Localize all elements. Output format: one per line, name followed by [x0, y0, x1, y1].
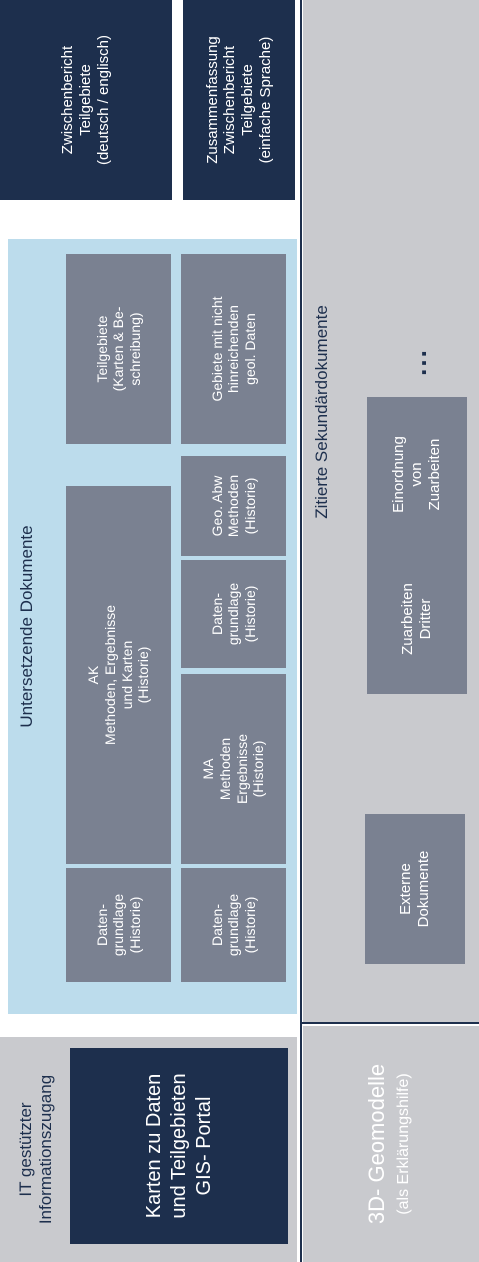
third-party-contributions-box: Zuarbeiten Dritter: [367, 544, 467, 694]
geomodel-panel: [303, 1026, 479, 1262]
horizontal-divider: [300, 0, 302, 1262]
it-access-heading: IT gestützter Informationszugang: [16, 1074, 56, 1225]
geo-abw-methods-box: Geo. Abw Methoden (Historie): [181, 456, 286, 556]
underlying-documents-heading: Untersetzende Dokumente: [17, 525, 36, 728]
more-items-ellipsis: ...: [402, 348, 432, 376]
vertical-divider: [300, 1022, 479, 1024]
data-basis-history-box: Daten- grundlage (Historie): [66, 868, 171, 982]
areas-insufficient-geo-data-box: Gebiete mit nicht hinreichenden geol. Daten: [181, 254, 286, 444]
interim-report-summary-box: Zusammenfassung Zwischenbericht Teilgebiete (einfache Sprache): [183, 0, 295, 200]
ak-methods-results-maps-box: AK Methoden, Ergebnisse und Karten (Historie): [66, 486, 171, 864]
data-basis-history-box: Daten- grundlage (Historie): [181, 560, 286, 668]
geomodel-title: 3D- Geomodelle: [364, 1063, 389, 1225]
ma-methods-results-box: MA Methoden Ergebnisse (Historie): [181, 674, 286, 864]
data-basis-history-box: Daten- grundlage (Historie): [181, 868, 286, 982]
external-documents-box: Externe Dokumente: [365, 814, 465, 964]
classification-contributions-box: Einordnung von Zuarbeiten: [367, 397, 467, 552]
secondary-documents-heading: Zitierte Sekundärdokumente: [312, 305, 331, 519]
gis-portal-box: Karten zu Daten und Teilgebieten GIS- Portal: [70, 1048, 288, 1244]
subareas-maps-description-box: Teilgebiete (Karten & Be- schreibung): [66, 254, 171, 444]
interim-report-box: Zwischenbericht Teilgebiete (deutsch / englisch): [0, 0, 172, 200]
geomodel-subtitle: (als Erklärungshilfe): [395, 1073, 412, 1215]
